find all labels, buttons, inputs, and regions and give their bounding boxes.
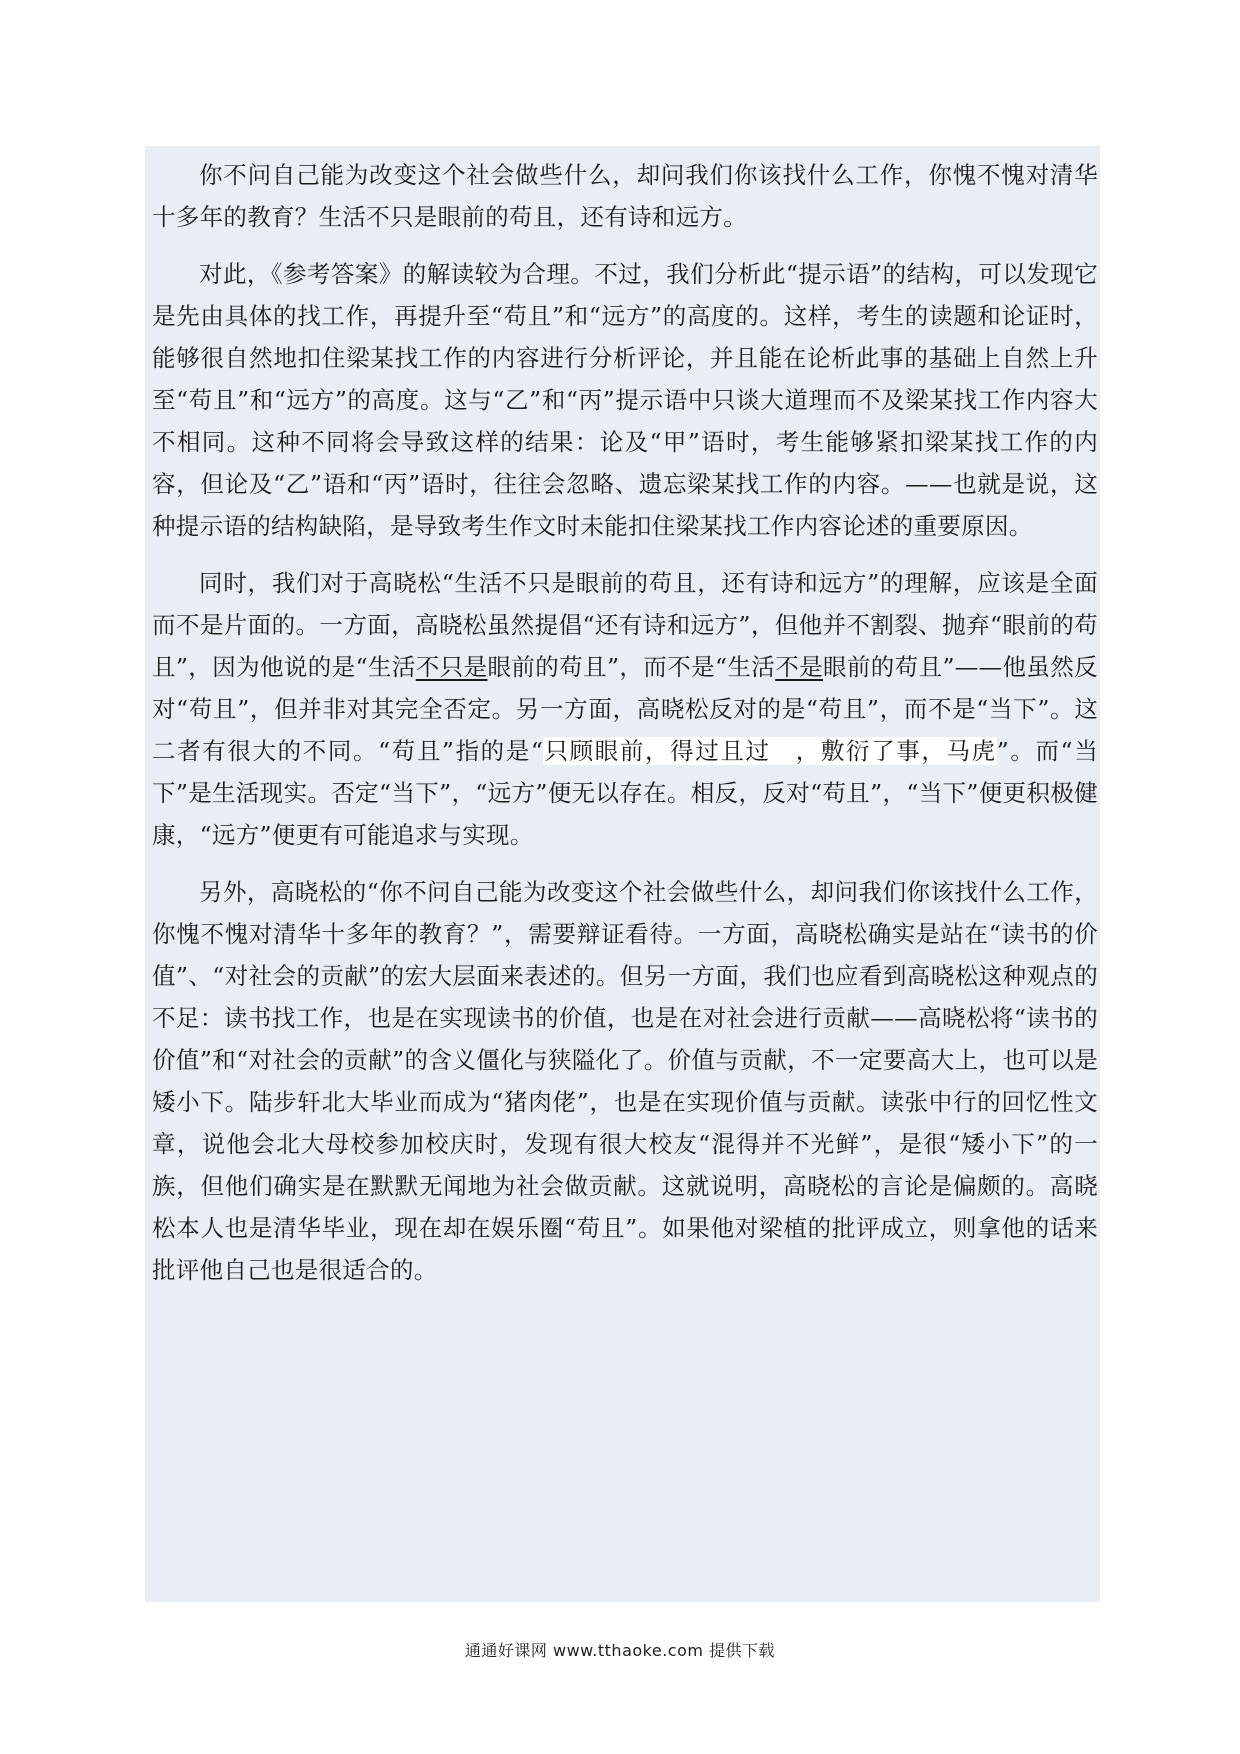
paragraph-1: 你不问自己能为改变这个社会做些什么，却问我们你该找什么工作，你愧不愧对清华十多年的教育？生活不只是眼前的苟且，还有诗和远方。 bbox=[152, 161, 1098, 231]
article-body bbox=[152, 146, 1098, 1291]
paragraph-2: 对此，《参考答案》的解读较为合理。不过，我们分析此“提示语”的结构，可以发现它是先由具体的找工作，再提升至“苟且”和“远方”的高度的。这样，考生的读题和论证时，能够很自然地扣住梁某找工作的内容进行分析评论，并且能在论析此事的基础上自然上升至“苟且”和“远方”的高度。这与“乙”和“丙”提示语中只谈大道理而不及梁某找工作内容大不相同。这种不同将会导致这样的结果：论及“甲”语时，考生能够紧扣梁某找工作的内容，但论及“乙”语和“丙”语时，往往会忽略、遗忘梁某找工作的内容。——也就是说，这种提示语的结构缺陷，是导致考生作文时未能扣住梁某找工作内容论述的重要原因。 bbox=[152, 260, 1098, 540]
highlighted-phrase: 只顾眼前，得过且过 ，敷衍了事，马虎 bbox=[543, 737, 997, 765]
paragraph-3-text: 眼前的苟且”——他虽然反对“苟且”，但并非对其完全否定。另一方面，高晓松反对的是“苟且”，而不是“当下”。这二者有很大的不同。“苟且”指的是“ bbox=[152, 653, 1098, 765]
paragraph-3-text: 眼前的苟且”，而不是“生活 bbox=[487, 653, 776, 681]
paragraph-3 bbox=[152, 562, 1098, 856]
footer-download-note: 通通好课网 www.tthaoke.com 提供下载 bbox=[464, 1641, 776, 1660]
paragraph-3-text: 同时，我们对于高晓松“生活不只是眼前的苟且，还有诗和远方”的理解，应该是全面而不是片面的。一方面，高晓松虽然提倡“还有诗和远方”，但他并不割裂、抛弃“眼前的苟且”，因为他说的是“生活 bbox=[152, 569, 1098, 681]
paragraph-4: 另外，高晓松的“你不问自己能为改变这个社会做些什么，却问我们你该找什么工作，你愧不愧对清华十多年的教育？”，需要辩证看待。一方面，高晓松确实是站在“读书的价值”、“对社会的贡献”的宏大层面来表述的。但另一方面，我们也应看到高晓松这种观点的不足：读书找工作，也是在实现读书的价值，也是在对社会进行贡献——高晓松将“读书的价值”和“对社会的贡献”的含义僵化与狭隘化了。价值与贡献，不一定要高大上，也可以是矮小下。陆步轩北大毕业而成为“猪肉佬”，也是在实现价值与贡献。读张中行的回忆性文章，说他会北大母校参加校庆时，发现有很大校友“混得并不光鲜”，是很“矮小下”的一族，但他们确实是在默默无闻地为社会做贡献。这就说明，高晓松的言论是偏颇的。高晓松本人也是清华毕业，现在却在娱乐圈“苟且”。如果他对梁植的批评成立，则拿他的话来批评他自己也是很适合的。 bbox=[152, 878, 1098, 1284]
paragraph-3-text: ”。而“当下”是生活现实。否定“当下”，“远方”便无以存在。相反，反对“苟且”，“当下”便更积极健康，“远方”便更有可能追求与实现。 bbox=[152, 737, 1098, 849]
underlined-phrase: 不只是 bbox=[415, 653, 488, 681]
underlined-phrase: 不是 bbox=[775, 653, 823, 681]
